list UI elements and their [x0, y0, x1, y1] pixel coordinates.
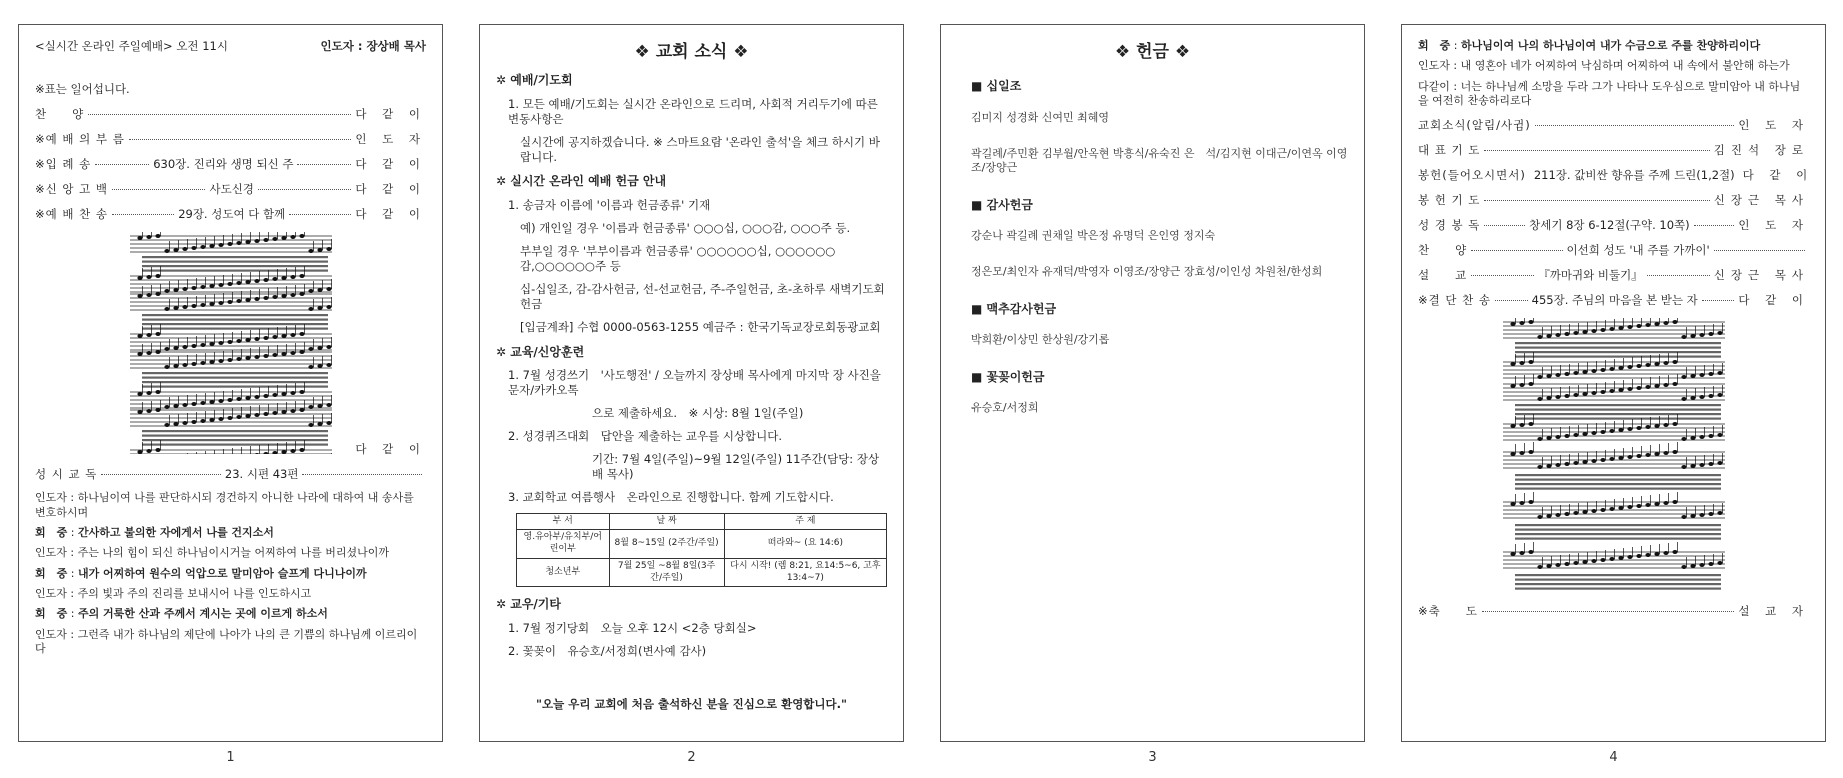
leader-dots [1484, 225, 1525, 226]
table-cell: 영.유아부/유치부/어린이부 [517, 530, 610, 558]
order-who: 다 같 이 [355, 106, 426, 121]
leader-dots [95, 164, 149, 165]
order-row [35, 107, 426, 122]
responsive-line: 인도자 : 주는 나의 힘이 되신 하나님이시거늘 어찌하여 나를 버리셨나이까 [35, 546, 389, 560]
response-text: 내가 어찌하여 원수의 억압으로 말미암아 슬프게 다니나이까 [77, 566, 367, 580]
order-label: 봉 헌 기 도 [1418, 193, 1481, 207]
benediction-label: ※축 도 [1418, 603, 1478, 618]
summer-event-table [516, 513, 887, 587]
reading-label: 성 시 교 독 [35, 466, 98, 481]
page-number-2: 2 [687, 750, 696, 765]
table-cell: 다시 시작! (렘 8:21, 요14:5~6, 고후13:4~7) [724, 558, 886, 586]
bulletin-page-4 [1401, 24, 1826, 742]
offering-heading: ■ 맥추감사헌금 [971, 301, 1057, 316]
order-row [35, 157, 426, 172]
offering-heading: ■ 십일조 [971, 79, 1022, 94]
leader-dots [129, 139, 352, 140]
section-line: 기간: 7월 4일(주일)~9월 12일(주일) 11주간(담당: 장상배 목사) [592, 451, 880, 481]
order-label: 설 교 [1418, 267, 1468, 282]
benediction-row [1418, 604, 1809, 619]
responsive-line: 인도자 : 하나님이여 나를 판단하시되 경건하지 아니한 나라에 대하여 내 송사를 변호하시며 [35, 491, 414, 519]
table-cell: 8월 8~15일 (2주간/주일) [609, 530, 724, 558]
section-line: 2. 꽃꽂이 유승호/서정희(변사예 감사) [508, 643, 707, 658]
speaker: 인도자 [35, 546, 67, 560]
responsive-line: 회 중 : 내가 어찌하여 원수의 억압으로 말미암아 슬프게 다니나이까 [35, 566, 367, 580]
section-line: 실시간에 공지하겠습니다. ※ 스마트요람 '온라인 출석'을 체크 하시기 바랍니다. [520, 134, 880, 164]
speaker: 인도자 [35, 586, 67, 600]
section-worship [496, 73, 887, 164]
leader-dots [1694, 225, 1735, 226]
speaker: 회 중 [35, 607, 68, 621]
bulletin-page-2 [479, 24, 904, 742]
offering-heading: ■ 꽃꽂이헌금 [971, 369, 1045, 384]
order-who: 인 도 자 [1738, 217, 1810, 232]
table-header: 날 짜 [609, 513, 724, 530]
stand-note: ※표는 일어섭니다. [35, 81, 130, 96]
order-item: 창세기 8장 6-12절(구약. 10쪽) [1529, 217, 1690, 232]
order-item: 630장. 진리와 생명 되신 주 [153, 156, 294, 171]
leader-dots [1471, 275, 1534, 276]
section-line: 십-십일조, 감-감사헌금, 선-선교헌금, 주-주일헌금, 초-초하루 새벽기도회 헌금 [520, 281, 885, 311]
leader-dots [1714, 250, 1805, 251]
responsive-line: 회 중 : 간사하고 불의한 자에게서 나를 건지소서 [35, 526, 274, 540]
offering-groups [957, 79, 1348, 415]
order-row [1418, 168, 1814, 183]
speaker: 인도자 [1418, 59, 1450, 73]
order-row [1418, 268, 1809, 283]
order-row [1418, 293, 1809, 308]
section-heading: ✲ 교우/기타 [496, 597, 561, 612]
order-label: 찬 양 [1418, 242, 1468, 257]
order-row [1418, 193, 1809, 208]
response-text: 그런즉 내가 하나님의 제단에 나아가 나의 큰 기쁨의 하나님께 이르리이다 [35, 627, 418, 655]
leader-dots [1535, 125, 1735, 126]
responsive-reading-cont [1418, 39, 1809, 108]
section-line: 1. 7월 정기당회 오늘 오후 12시 <2층 당회실> [508, 620, 757, 635]
closing-hymn-sheet-music [1499, 318, 1729, 598]
order-label: ※예 배 의 부 름 [35, 131, 125, 146]
section-line: 1. 송금자 이름에 '이름과 헌금종류' 기재 [508, 198, 711, 213]
order-label: 교회소식(알림/사귐) [1418, 118, 1531, 133]
order-who: 다 같 이 [1738, 292, 1809, 307]
order-who: 다 같 이 [1742, 168, 1814, 183]
order-label: 봉헌(들어오시면서) [1418, 168, 1526, 183]
order-row [1418, 118, 1809, 133]
welcome-message: "오늘 우리 교회에 처음 출석하신 분을 진심으로 환영합니다." [536, 696, 847, 711]
hymn-sheet-music [126, 232, 336, 454]
page-number-4: 4 [1609, 750, 1618, 765]
offering-names: 유승호/서정희 [971, 401, 1039, 415]
order-label: 대 표 기 도 [1418, 143, 1481, 158]
leader-dots [297, 164, 351, 165]
order-label: ※예 배 찬 송 [35, 206, 109, 221]
leader-dots [1495, 300, 1528, 301]
offering-names: 곽길례/주민환 김부월/안옥현 박흥식/유숙진 은 석/김지현 이대근/이연옥 이영조/장양근 [971, 146, 1348, 175]
reading-row [35, 467, 426, 482]
page-number-1: 1 [226, 750, 235, 765]
order-of-worship [35, 107, 426, 222]
response-text: 주의 거룩한 산과 주께서 계시는 곳에 이르게 하소서 [77, 607, 328, 621]
order-row [35, 132, 426, 147]
responsive-line: 다같이 : 너는 하나님께 소망을 두라 그가 나타나 도우심으로 말미암아 내 하나님을 여전히 찬송하리로다 [1418, 79, 1801, 107]
page-number-3: 3 [1148, 750, 1157, 765]
speaker: 회 중 [35, 526, 68, 540]
leader-dots [88, 114, 351, 115]
leader-dots [112, 214, 174, 215]
responsive-line: 인도자 : 내 영혼아 네가 어찌하여 낙심하며 어찌하여 내 속에서 불안해 하는가 [1418, 59, 1790, 73]
speaker: 인도자 [35, 627, 67, 641]
hymn-who: 다 같 이 [355, 441, 426, 456]
benediction-who: 설 교 자 [1738, 603, 1809, 618]
section-line: 으로 제출하세요. ※ 시상: 8월 1일(주일) [592, 406, 804, 421]
order-who: 인 도 자 [355, 131, 426, 146]
section-heading: ✲ 실시간 온라인 예배 헌금 안내 [496, 174, 667, 189]
reading-item: 23. 시편 43편 [224, 466, 299, 481]
order-row [1418, 218, 1809, 233]
responsive-line: 회 중 : 하나님이여 나의 하나님이여 내가 수금으로 주를 찬양하리이다 [1418, 39, 1761, 52]
offering-names: 정은모/최인자 유재덕/박영자 이영조/장양근 장효성/이인성 차원천/한성희 [971, 265, 1323, 279]
table-cell: 7월 25일 ~8월 8일(3주간/주일) [609, 558, 724, 586]
order-label: ※결 단 찬 송 [1418, 292, 1492, 307]
section-line: 부부일 경우 '부부이름과 헌금종류' ○○○○○○십, ○○○○○○감,○○○○○○주 등 [520, 243, 836, 273]
table-cell: 청소년부 [517, 558, 610, 586]
order-item: 29장. 성도여 다 함께 [178, 206, 286, 221]
responsive-line: 인도자 : 주의 빛과 주의 진리를 보내시어 나를 인도하시고 [35, 586, 312, 600]
section-education [496, 345, 887, 505]
bulletin-page-3 [940, 24, 1365, 742]
offering-names: 강순나 곽길례 권채일 박은정 유명덕 은인영 정지숙 [971, 229, 1216, 243]
order-label: ※신 앙 고 백 [35, 181, 109, 196]
order-item: 『까마귀와 비둘기』 [1538, 267, 1643, 282]
order-who: 인 도 자 [1738, 118, 1809, 133]
order-who: 김진석 장로 [1713, 143, 1809, 158]
section-members [496, 597, 887, 658]
order-item: 211장. 값비싼 향유를 주께 드린(1,2절) [1533, 168, 1735, 183]
leader-dots [1471, 250, 1562, 251]
news-title: ❖ 교회 소식 ❖ [634, 42, 749, 62]
leader-dots [112, 189, 205, 190]
speaker: 회 중 [1418, 39, 1451, 52]
leader-name: 인도자 : 장상배 목사 [320, 39, 426, 53]
responsive-line: 인도자 : 그런즉 내가 하나님의 제단에 나아가 나의 큰 기쁨의 하나님께 이르리이다 [35, 627, 418, 655]
section-line: 3. 교회학교 여름행사 온라인으로 진행합니다. 함께 기도합시다. [508, 489, 834, 504]
table-header: 부 서 [517, 513, 610, 530]
leader-dots [1484, 150, 1709, 151]
response-text: 간사하고 불의한 자에게서 나를 건지소서 [77, 526, 274, 540]
response-text: 주의 빛과 주의 진리를 보내시어 나를 인도하시고 [77, 586, 312, 600]
speaker: 다같이 [1418, 79, 1450, 93]
speaker: 회 중 [35, 566, 68, 580]
table-cell: 떠라와~ (요 14:6) [724, 530, 886, 558]
order-row [1418, 243, 1809, 258]
order-item: 사도신경 [209, 181, 254, 196]
response-text: 주는 나의 힘이 되신 하나님이시거늘 어찌하여 나를 버리셨나이까 [77, 546, 389, 560]
response-text: 내 영혼아 네가 어찌하여 낙심하며 어찌하여 내 속에서 불안해 하는가 [1460, 59, 1790, 73]
table-row [517, 530, 887, 558]
leader-dots [289, 214, 351, 215]
section-line: 1. 모든 예배/기도회는 실시간 온라인으로 드리며, 사회적 거리두기에 따른 변동사항은 [508, 96, 878, 126]
order-item: 이선희 성도 '내 주를 가까이' [1566, 242, 1710, 257]
section-line: 예) 개인일 경우 '이름과 헌금종류' ○○○십, ○○○감, ○○○주 등. [520, 220, 851, 235]
offering-title: ❖ 헌금 ❖ [1114, 42, 1191, 62]
table-row [517, 558, 887, 586]
order-who: 다 같 이 [355, 181, 426, 196]
service-title: <실시간 온라인 주일예배> 오전 11시 [35, 39, 228, 53]
section-line: 2. 성경퀴즈대회 답안을 제출하는 교우를 시상합니다. [508, 429, 783, 443]
order-label: ※입 례 송 [35, 156, 92, 171]
order-who: 다 같 이 [355, 156, 427, 171]
order-row [1418, 143, 1809, 158]
responsive-reading [35, 491, 426, 656]
speaker: 인도자 [35, 491, 67, 505]
leader-dots [258, 189, 351, 190]
bulletin-page-1 [18, 24, 443, 742]
order-who: 다 같 이 [355, 206, 426, 221]
leader-dots [1702, 300, 1735, 301]
offering-names: 박희환/이상민 한상원/강기롭 [971, 333, 1110, 347]
leader-dots [1484, 200, 1709, 201]
response-text: 하나님이여 나를 판단하시되 경건하지 아니한 나라에 대하여 내 송사를 변호하시며 [35, 491, 414, 519]
order-of-worship-cont [1418, 118, 1814, 308]
order-row [35, 207, 426, 222]
order-who: 신장근 목사 [1713, 193, 1809, 207]
response-text: 하나님이여 나의 하나님이여 내가 수금으로 주를 찬양하리이다 [1460, 39, 1761, 52]
section-heading: ✲ 예배/기도회 [496, 73, 573, 88]
page1-header [35, 39, 426, 54]
response-text: 너는 하나님께 소망을 두라 그가 나타나 도우심으로 말미암아 내 하나님을 여전히 찬송하리로다 [1418, 79, 1801, 107]
offering-names: 김미지 성경화 신여민 최혜영 [971, 110, 1110, 124]
responsive-line: 회 중 : 주의 거룩한 산과 주께서 계시는 곳에 이르게 하소서 [35, 607, 328, 621]
section-offering-guide [496, 174, 887, 334]
section-line: [입금계좌] 수협 0000-0563-1255 예금주 : 한국기독교장로회동광교회 [520, 319, 881, 334]
order-label: 성 경 봉 독 [1418, 217, 1481, 232]
order-who: 신장근 목사 [1713, 267, 1809, 282]
order-item: 455장. 주님의 마음을 본 받는 자 [1531, 292, 1698, 307]
section-line: 1. 7월 성경쓰기 '사도행전' / 오늘까지 장상배 목사에게 마지막 장 사진을 문자/카카오톡 [508, 368, 881, 398]
offering-heading: ■ 감사헌금 [971, 197, 1033, 212]
leader-dots [1647, 275, 1710, 276]
section-heading: ✲ 교육/신앙훈련 [496, 344, 585, 359]
order-row [35, 182, 426, 197]
table-header: 주 제 [724, 513, 886, 530]
order-label: 찬 양 [35, 106, 85, 121]
